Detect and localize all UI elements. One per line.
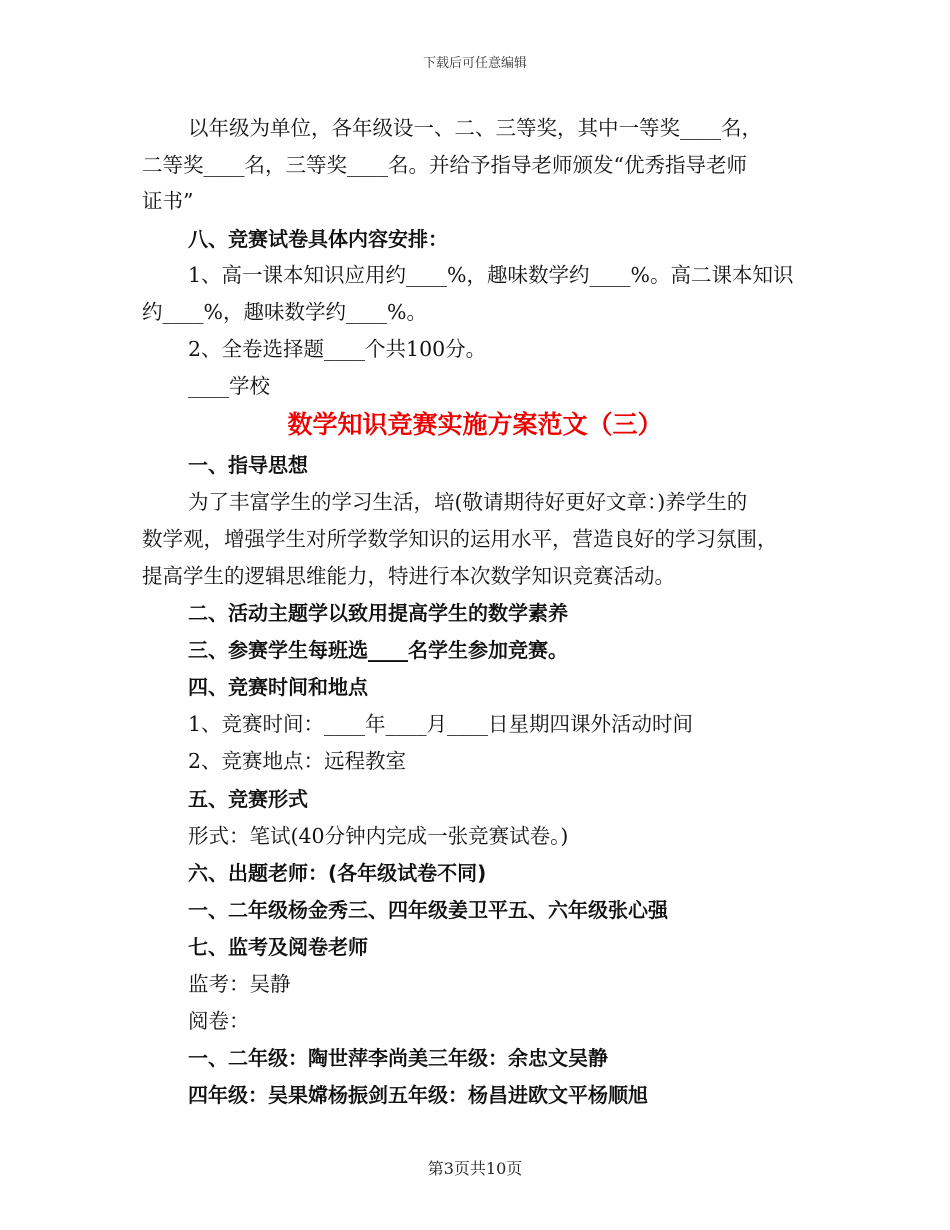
paragraph-line: ____学校 (188, 374, 270, 398)
section-heading: 一、二年级：陶世萍李尚美三年级：余忠文吴静 (188, 1046, 608, 1070)
paragraph-line: 提高学生的逻辑思维能力，特进行本次数学知识竞赛活动。 (142, 564, 675, 588)
paragraph-line: 1、竞赛时间：____年____月____日星期四课外活动时间 (188, 712, 694, 736)
section-heading: 六、出题老师：(各年级试卷不同) (188, 861, 487, 885)
page-header: 下载后可任意编辑 (422, 56, 527, 71)
section-heading: 三、参赛学生每班选____名学生参加竞赛。 (188, 638, 568, 662)
paragraph-line: 数学观，增强学生对所学数学知识的运用水平，营造良好的学习氛围， (142, 527, 778, 551)
section-heading: 一、二年级杨金秀三、四年级姜卫平五、六年级张心强 (188, 898, 668, 922)
paragraph-line: 以年级为单位，各年级设一、二、三等奖，其中一等奖____名， (188, 116, 762, 140)
paragraph-line: 二等奖____名，三等奖____名。并给予指导老师颁发“优秀指导老师 (142, 153, 747, 177)
section-heading: 二、活动主题学以致用提高学生的数学素养 (188, 601, 568, 625)
paragraph-line: 1、高一课本知识应用约____%，趣味数学约____%。高二课本知识 (188, 263, 794, 287)
paragraph-line: 阅卷： (188, 1009, 250, 1033)
paragraph-line: 形式：笔试(40分钟内完成一张竞赛试卷。) (188, 824, 569, 848)
paragraph-line: 为了丰富学生的学习生活，培(敬请期待好更好文章：)养学生的 (188, 490, 748, 514)
section-heading: 四年级：吴果嫦杨振剑五年级：杨昌进欧文平杨顺旭 (188, 1083, 648, 1107)
section-heading: 五、竞赛形式 (188, 787, 308, 811)
paragraph-line: 2、竞赛地点：远程教室 (188, 749, 407, 773)
section-heading: 七、监考及阅卷老师 (188, 935, 368, 959)
paragraph-line: 2、全卷选择题____个共100分。 (188, 337, 487, 361)
section-heading: 八、竞赛试卷具体内容安排： (188, 227, 448, 251)
paragraph-line: 约____%，趣味数学约____%。 (142, 300, 427, 324)
section-heading: 四、竞赛时间和地点 (188, 675, 368, 699)
page-footer: 第3页共10页 (427, 1159, 523, 1178)
paragraph-line: 证书” (142, 189, 194, 213)
paragraph-line: 监考：吴静 (188, 972, 291, 996)
document-title: 数学知识竞赛实施方案范文（三） (287, 410, 663, 439)
section-heading: 一、指导思想 (188, 453, 308, 477)
